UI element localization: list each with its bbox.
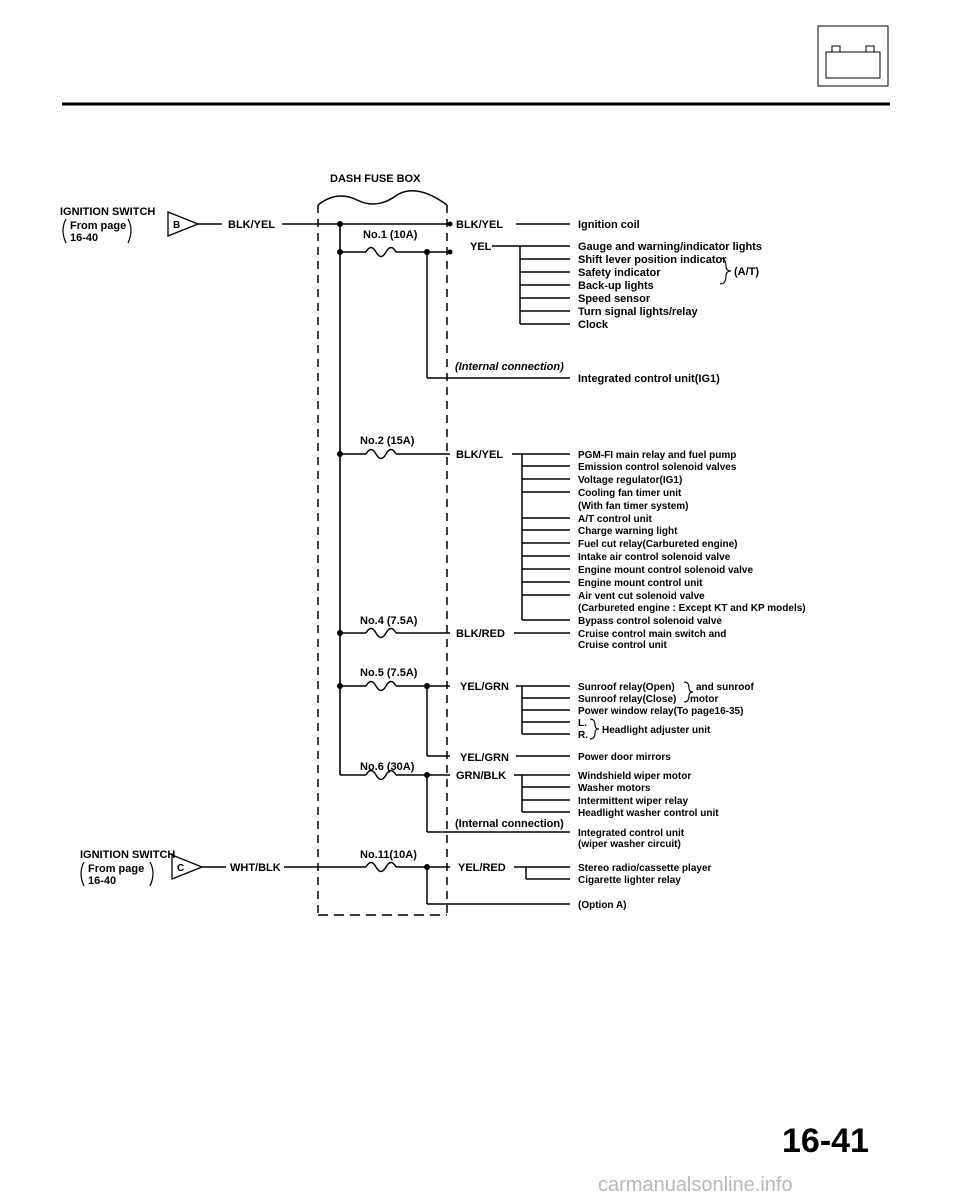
- fuse1-load-lines: [520, 259, 570, 324]
- load-item: Headlight washer control unit: [578, 808, 719, 819]
- load-cruise-line2: Cruise control unit: [578, 640, 667, 651]
- sunroof-note-1: and sunroof: [696, 682, 754, 693]
- load-item: R.: [578, 730, 588, 741]
- load-item: A/T control unit: [578, 514, 652, 525]
- load-item: Charge warning light: [578, 526, 678, 537]
- battery-minus-sign: –: [836, 51, 843, 65]
- load-item: Washer motors: [578, 783, 651, 794]
- load-item: Voltage regulator(IG1): [578, 475, 683, 486]
- wire-label: YEL/GRN: [460, 681, 509, 693]
- load-icu-wiper-line2: (wiper washer circuit): [578, 839, 681, 850]
- fuse-5-label: No.5 (7.5A): [360, 667, 418, 679]
- load-item: Cooling fan timer unit: [578, 488, 682, 499]
- load-icu-wiper-line1: Integrated control unit: [578, 828, 685, 839]
- wire-label: BLK/YEL: [456, 219, 504, 231]
- load-item: L.: [578, 718, 587, 729]
- load-power-door-mirrors: Power door mirrors: [578, 752, 671, 763]
- source-wire-color: WHT/BLK: [230, 862, 281, 874]
- fuse-4-symbol: [366, 629, 396, 638]
- source-ignition-switch-b: [60, 206, 340, 244]
- load-item: Safety indicator: [578, 267, 661, 279]
- load-item: Back-up lights: [578, 280, 654, 292]
- source-title: IGNITION SWITCH: [80, 849, 176, 861]
- load-item: Engine mount control unit: [578, 578, 703, 589]
- source-wire-color: BLK/YEL: [228, 219, 276, 231]
- load-item: Cigarette lighter relay: [578, 875, 681, 886]
- source-title: IGNITION SWITCH: [60, 206, 156, 218]
- sunroof-note-2: motor: [690, 694, 719, 705]
- battery-plus-sign: +: [864, 51, 872, 65]
- load-option-a: (Option A): [578, 900, 627, 911]
- load-item: Shift lever position indicator: [578, 254, 727, 266]
- load-item: (With fan timer system): [578, 501, 689, 512]
- source-ref-line1: From page: [70, 220, 127, 232]
- wire-label: GRN/BLK: [456, 770, 507, 782]
- fuse-5-symbol: [366, 682, 396, 691]
- headlight-brace: [590, 719, 599, 739]
- fuse-11-symbol: [366, 863, 396, 872]
- wire-label: BLK/YEL: [456, 449, 504, 461]
- battery-icon: [818, 26, 888, 86]
- load-item: (Carbureted engine : Except KT and KP models): [578, 603, 806, 614]
- load-item: Sunroof relay(Open): [578, 682, 675, 693]
- fuse2-load-lines: [522, 466, 570, 620]
- load-item: Intermittent wiper relay: [578, 796, 689, 807]
- page-number: 16-41: [782, 1122, 869, 1160]
- fuse-1-label: No.1 (10A): [363, 229, 418, 241]
- source-ref-line2: 16-40: [88, 875, 117, 887]
- at-note: (A/T): [734, 266, 760, 278]
- wire-label: YEL/GRN: [460, 752, 509, 764]
- fuse-6-label: No.6 (30A): [360, 761, 415, 773]
- load-item: Engine mount control solenoid valve: [578, 565, 754, 576]
- wire-label: YEL/RED: [458, 862, 506, 874]
- load-cruise-line1: Cruise control main switch and: [578, 629, 727, 640]
- load-item: Stereo radio/cassette player: [578, 863, 712, 874]
- load-item: Bypass control solenoid valve: [578, 616, 722, 627]
- load-item: Clock: [578, 319, 608, 331]
- load-item: Intake air control solenoid valve: [578, 552, 731, 563]
- fuse-box-top-edge: [318, 191, 447, 205]
- fuse5-load-lines: [522, 698, 570, 734]
- watermark: carmanualsonline.info: [598, 1174, 793, 1196]
- fuse-11-label: No.11(10A): [360, 849, 417, 861]
- internal-connection-label: (Internal connection): [455, 818, 564, 830]
- load-item: Speed sensor: [578, 293, 651, 305]
- load-item: Emission control solenoid valves: [578, 462, 737, 473]
- load-item: Turn signal lights/relay: [578, 306, 698, 318]
- wire-label: YEL: [470, 241, 492, 253]
- load-item: Power window relay(To page16-35): [578, 706, 744, 717]
- load-item: Sunroof relay(Close): [578, 694, 677, 705]
- fuse-1-symbol: [366, 248, 396, 257]
- load-item: Air vent cut solenoid valve: [578, 591, 705, 602]
- fuse-4-label: No.4 (7.5A): [360, 615, 418, 627]
- dash-fuse-box-title: DASH FUSE BOX: [330, 173, 421, 185]
- connector-c-label: C: [177, 863, 185, 874]
- load-item: Gauge and warning/indicator lights: [578, 241, 762, 253]
- load-headlight-adjuster: Headlight adjuster unit: [602, 725, 711, 736]
- fuse6-load-lines: [522, 787, 570, 812]
- fuse-2-symbol: [366, 450, 396, 459]
- source-ref-line2: 16-40: [70, 232, 99, 244]
- source-ignition-switch-c: [80, 849, 340, 887]
- load-item: Fuel cut relay(Carbureted engine): [578, 539, 738, 550]
- wire-label: BLK/RED: [456, 628, 505, 640]
- fuse-2-label: No.2 (15A): [360, 435, 415, 447]
- load-icu-ig1: Integrated control unit(IG1): [578, 373, 720, 385]
- load-item: Windshield wiper motor: [578, 771, 692, 782]
- source-ref-line1: From page: [88, 863, 145, 875]
- internal-connection-label: (Internal connection): [455, 361, 564, 373]
- connector-b-label: B: [173, 220, 181, 231]
- load-item: PGM-FI main relay and fuel pump: [578, 450, 737, 461]
- load-ignition-coil: Ignition coil: [578, 219, 640, 231]
